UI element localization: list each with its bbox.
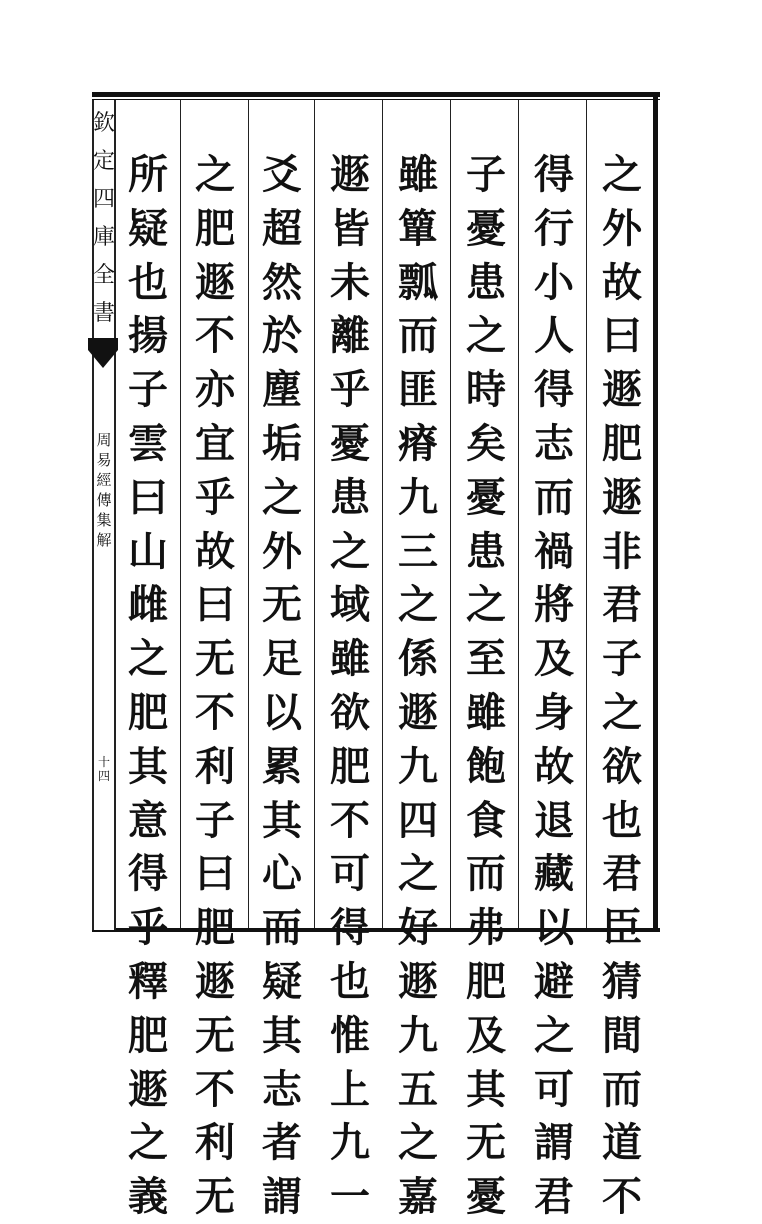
glyph: 退 bbox=[534, 796, 574, 844]
glyph: 弗 bbox=[466, 904, 506, 952]
glyph: 得 bbox=[330, 904, 370, 952]
glyph: 患 bbox=[466, 527, 506, 575]
glyph: 之 bbox=[195, 151, 235, 198]
glyph: 皆 bbox=[330, 204, 370, 252]
glyph: 惟 bbox=[330, 1011, 370, 1059]
glyph: 係 bbox=[398, 635, 438, 683]
glyph: 其 bbox=[262, 796, 302, 844]
glyph: 雖 bbox=[330, 635, 370, 683]
glyph: 心 bbox=[262, 850, 302, 898]
glyph: 故 bbox=[534, 742, 574, 790]
text-column-3 bbox=[454, 148, 518, 1224]
glyph: 而 bbox=[398, 312, 438, 360]
glyph: 疑 bbox=[128, 204, 168, 252]
glyph: 意 bbox=[128, 796, 168, 844]
glyph: 人 bbox=[534, 312, 574, 360]
glyph: 小 bbox=[534, 258, 574, 306]
glyph: 志 bbox=[534, 419, 574, 467]
glyph: 憂 bbox=[466, 473, 506, 521]
glyph: 非 bbox=[602, 527, 642, 575]
glyph: 无 bbox=[262, 581, 302, 629]
glyph: 曰 bbox=[128, 473, 168, 521]
glyph: 簞 bbox=[398, 204, 438, 252]
text-column-7 bbox=[183, 148, 247, 1224]
glyph: 四 bbox=[398, 796, 438, 844]
glyph: 至 bbox=[466, 635, 506, 683]
glyph: 肥 bbox=[128, 688, 168, 736]
glyph: 九 bbox=[398, 742, 438, 790]
glyph: 遯 bbox=[330, 151, 370, 198]
glyph: 釋 bbox=[128, 957, 168, 1005]
glyph: 而 bbox=[262, 904, 302, 952]
glyph: 雌 bbox=[128, 581, 168, 629]
glyph: 九 bbox=[330, 1119, 370, 1167]
glyph: 四 bbox=[97, 769, 110, 783]
glyph: 之 bbox=[466, 312, 506, 360]
glyph: 傳 bbox=[96, 491, 112, 509]
glyph: 累 bbox=[262, 742, 302, 790]
glyph: 然 bbox=[262, 258, 302, 306]
glyph: 猜 bbox=[602, 957, 642, 1005]
glyph: 避 bbox=[534, 957, 574, 1005]
glyph: 也 bbox=[128, 258, 168, 306]
glyph: 三 bbox=[398, 527, 438, 575]
glyph: 憂 bbox=[466, 1173, 506, 1221]
glyph: 曰 bbox=[195, 850, 235, 898]
glyph: 乎 bbox=[128, 904, 168, 952]
glyph: 道 bbox=[602, 1119, 642, 1167]
glyph: 之 bbox=[602, 688, 642, 736]
glyph: 遯 bbox=[128, 1065, 168, 1113]
glyph: 之 bbox=[398, 850, 438, 898]
glyph: 域 bbox=[330, 581, 370, 629]
glyph: 欲 bbox=[330, 688, 370, 736]
glyph: 之 bbox=[398, 1119, 438, 1167]
glyph: 外 bbox=[262, 527, 302, 575]
glyph: 於 bbox=[262, 312, 302, 360]
glyph: 以 bbox=[534, 904, 574, 952]
glyph: 遯 bbox=[195, 957, 235, 1005]
glyph: 謂 bbox=[534, 1119, 574, 1167]
glyph: 可 bbox=[330, 850, 370, 898]
glyph: 不 bbox=[602, 1173, 642, 1221]
glyph: 患 bbox=[330, 473, 370, 521]
glyph: 垢 bbox=[262, 419, 302, 467]
glyph: 不 bbox=[330, 796, 370, 844]
glyph: 也 bbox=[602, 796, 642, 844]
glyph: 之 bbox=[602, 151, 642, 198]
glyph: 全 bbox=[92, 263, 115, 288]
glyph: 而 bbox=[602, 1065, 642, 1113]
margin-collection-title bbox=[92, 105, 116, 333]
glyph: 遯 bbox=[602, 473, 642, 521]
column-divider bbox=[248, 100, 249, 928]
glyph: 飽 bbox=[466, 742, 506, 790]
glyph: 君 bbox=[602, 850, 642, 898]
glyph: 超 bbox=[262, 204, 302, 252]
glyph: 之 bbox=[534, 1011, 574, 1059]
glyph: 其 bbox=[466, 1065, 506, 1113]
glyph: 志 bbox=[262, 1065, 302, 1113]
glyph: 周 bbox=[96, 431, 112, 449]
glyph: 及 bbox=[466, 1011, 506, 1059]
glyph: 以 bbox=[262, 688, 302, 736]
glyph: 解 bbox=[96, 531, 112, 549]
glyph: 上 bbox=[330, 1065, 370, 1113]
glyph: 好 bbox=[398, 904, 438, 952]
glyph: 无 bbox=[195, 1011, 235, 1059]
glyph: 謂 bbox=[262, 1173, 302, 1221]
glyph: 行 bbox=[534, 204, 574, 252]
column-divider bbox=[314, 100, 315, 928]
glyph: 瓢 bbox=[398, 258, 438, 306]
margin-page-number bbox=[92, 755, 116, 783]
column-divider bbox=[180, 100, 181, 928]
glyph: 臣 bbox=[602, 904, 642, 952]
glyph: 不 bbox=[195, 688, 235, 736]
glyph: 憂 bbox=[330, 419, 370, 467]
glyph: 欽 bbox=[92, 111, 115, 136]
glyph: 曰 bbox=[602, 312, 642, 360]
glyph: 雲 bbox=[128, 419, 168, 467]
glyph: 塵 bbox=[262, 366, 302, 414]
text-column-5 bbox=[318, 148, 382, 1224]
glyph: 利 bbox=[195, 1119, 235, 1167]
glyph: 遯 bbox=[195, 258, 235, 306]
glyph: 矣 bbox=[466, 419, 506, 467]
glyph: 食 bbox=[466, 796, 506, 844]
glyph: 遯 bbox=[398, 957, 438, 1005]
glyph: 故 bbox=[602, 258, 642, 306]
glyph: 嘉 bbox=[398, 1173, 438, 1221]
glyph: 之 bbox=[262, 473, 302, 521]
glyph: 經 bbox=[96, 471, 112, 489]
glyph: 集 bbox=[96, 511, 112, 529]
column-divider bbox=[450, 100, 451, 928]
glyph: 欲 bbox=[602, 742, 642, 790]
glyph: 肥 bbox=[466, 957, 506, 1005]
margin-book-title bbox=[92, 430, 116, 550]
glyph: 之 bbox=[330, 527, 370, 575]
glyph: 肥 bbox=[195, 904, 235, 952]
glyph: 爻 bbox=[262, 151, 302, 198]
glyph: 五 bbox=[398, 1065, 438, 1113]
glyph: 禍 bbox=[534, 527, 574, 575]
glyph: 義 bbox=[128, 1173, 168, 1221]
glyph: 子 bbox=[195, 796, 235, 844]
glyph: 可 bbox=[534, 1065, 574, 1113]
glyph: 書 bbox=[92, 301, 115, 326]
glyph: 時 bbox=[466, 366, 506, 414]
glyph: 足 bbox=[262, 635, 302, 683]
glyph: 之 bbox=[398, 581, 438, 629]
glyph: 匪 bbox=[398, 366, 438, 414]
glyph: 易 bbox=[96, 451, 112, 469]
glyph: 无 bbox=[466, 1119, 506, 1167]
text-column-4 bbox=[386, 148, 450, 1224]
glyph: 山 bbox=[128, 527, 168, 575]
column-divider bbox=[382, 100, 383, 928]
glyph: 未 bbox=[330, 258, 370, 306]
glyph: 四 bbox=[92, 187, 115, 212]
glyph: 之 bbox=[128, 635, 168, 683]
glyph: 子 bbox=[602, 635, 642, 683]
text-column-1 bbox=[590, 148, 654, 1224]
glyph: 定 bbox=[92, 149, 115, 174]
glyph: 宜 bbox=[195, 419, 235, 467]
glyph: 一 bbox=[330, 1173, 370, 1221]
glyph: 不 bbox=[195, 1065, 235, 1113]
glyph: 亦 bbox=[195, 366, 235, 414]
glyph: 間 bbox=[602, 1011, 642, 1059]
glyph: 離 bbox=[330, 312, 370, 360]
glyph: 患 bbox=[466, 258, 506, 306]
text-column-6 bbox=[250, 148, 314, 1224]
glyph: 遯 bbox=[602, 366, 642, 414]
glyph: 其 bbox=[262, 1011, 302, 1059]
top-border-rule bbox=[92, 92, 660, 100]
glyph: 无 bbox=[195, 1173, 235, 1221]
glyph: 无 bbox=[195, 635, 235, 683]
column-divider bbox=[586, 100, 587, 928]
glyph: 外 bbox=[602, 204, 642, 252]
glyph: 得 bbox=[128, 850, 168, 898]
glyph: 而 bbox=[534, 473, 574, 521]
glyph: 九 bbox=[398, 1011, 438, 1059]
glyph: 疑 bbox=[262, 957, 302, 1005]
glyph: 藏 bbox=[534, 850, 574, 898]
glyph: 雖 bbox=[398, 151, 438, 198]
glyph: 得 bbox=[534, 366, 574, 414]
glyph: 將 bbox=[534, 581, 574, 629]
glyph: 肥 bbox=[195, 204, 235, 252]
glyph: 瘠 bbox=[398, 419, 438, 467]
glyph: 乎 bbox=[195, 473, 235, 521]
glyph: 君 bbox=[602, 581, 642, 629]
glyph: 曰 bbox=[195, 581, 235, 629]
glyph: 遯 bbox=[398, 688, 438, 736]
glyph: 子 bbox=[466, 151, 506, 198]
glyph: 而 bbox=[466, 850, 506, 898]
glyph: 子 bbox=[128, 366, 168, 414]
glyph: 之 bbox=[466, 581, 506, 629]
glyph: 利 bbox=[195, 742, 235, 790]
glyph: 也 bbox=[330, 957, 370, 1005]
glyph: 得 bbox=[534, 151, 574, 198]
glyph: 九 bbox=[398, 473, 438, 521]
glyph: 揚 bbox=[128, 312, 168, 360]
glyph: 君 bbox=[534, 1173, 574, 1221]
glyph: 及 bbox=[534, 635, 574, 683]
glyph: 者 bbox=[262, 1119, 302, 1167]
glyph: 不 bbox=[195, 312, 235, 360]
glyph: 肥 bbox=[602, 419, 642, 467]
glyph: 憂 bbox=[466, 204, 506, 252]
glyph: 庫 bbox=[92, 225, 115, 250]
glyph: 故 bbox=[195, 527, 235, 575]
glyph: 其 bbox=[128, 742, 168, 790]
glyph: 肥 bbox=[128, 1011, 168, 1059]
glyph: 十 bbox=[97, 755, 110, 769]
glyph: 乎 bbox=[330, 366, 370, 414]
text-column-2 bbox=[522, 148, 586, 1224]
glyph: 雖 bbox=[466, 688, 506, 736]
column-divider bbox=[518, 100, 519, 928]
glyph: 肥 bbox=[330, 742, 370, 790]
text-column-8 bbox=[116, 148, 180, 1224]
glyph: 所 bbox=[128, 151, 168, 198]
glyph: 之 bbox=[128, 1119, 168, 1167]
glyph: 身 bbox=[534, 688, 574, 736]
